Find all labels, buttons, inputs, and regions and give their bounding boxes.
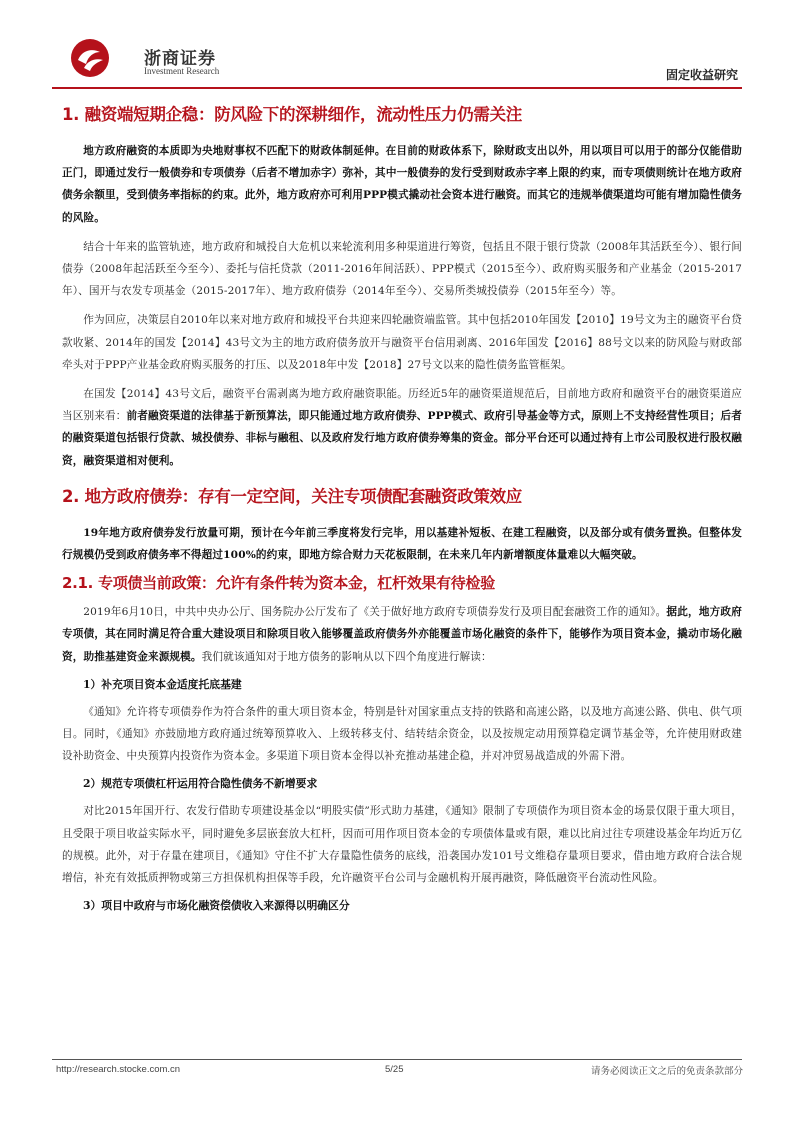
subheading-3: 3）项目中政府与市场化融资偿债收入来源得以明确区分 <box>83 899 350 913</box>
section-1-paragraph <box>62 383 742 472</box>
footer-url-link[interactable]: http://research.stocke.com.cn <box>56 1064 181 1075</box>
section-1-lead: 地方政府融资的本质即为央地财事权不匹配下的财政体制延伸。在目前的财政体系下，除财政支出以外，用以项目可以用于的部分仅能借助正门，即通过发行一般债券和专项债券（后者不增加赤字）弥补，其中一般债券的发行受到财政赤字率上限的约束，而专项债则统计在地方政府债务余额里，受到债务率指标的约束。此外，地方政府亦可利用PPP模式撬动社会资本进行融资。而其它的违规举债渠道均可能有增加隐性债务的风险。 <box>62 145 742 224</box>
section-1-paragraph: 作为回应，决策层自2010年以来对地方政府和城投平台共迎来四轮融资端监管。其中包括2010年国发【2010】19号文为主的融资平台贷款收紧、2014年的国发【2014】43号文为主的地方政府债务放开与融资平台信用剥离、2016年国发【2016】88号文以来的防风险与财政部牵头对于PPP产业基金政府购买服务的打压、以及2018年中发【2018】27号文以来的隐性债务监管框架。 <box>62 314 742 371</box>
subheading-2: 2）规范专项债杠杆运用符合隐性债务不新增要求 <box>83 777 318 791</box>
section-1-paragraph: 结合十年来的监管轨迹，地方政府和城投自大危机以来轮流利用多种渠道进行筹资，包括且不限于银行贷款（2008年其活跃至今）、银行间债券（2008年起活跃至今至今）、委托与信托贷款（2011-2016年间活跃）、PPP模式（2015至今）、政府购买服务和产业基金（2015-2017年）、国开与农发专项基金（2015-2017年）、地方政府债券（2014年至今）、交易所类城投债券（2015年至今）等。 <box>62 240 742 298</box>
brand-logo-icon <box>70 38 110 78</box>
footer-divider <box>52 1059 742 1060</box>
section-2-1-paragraph <box>62 601 742 668</box>
paragraph-text: 在国发【2014】43号文后，融资平台需剥离为地方政府融资职能。历经近5年的融资渠道规范后，目前地方政府和融资平台的融资渠道应当区别来看： <box>62 388 742 423</box>
section-2-title: 2. 地方政府债券：存有一定空间，关注专项债配套融资政策效应 <box>62 486 522 506</box>
paragraph-text: 我们就该通知对于地方债务的影响从以下四个角度进行解读： <box>201 650 492 663</box>
section-2-1-title: 2.1. 专项债当前政策：允许有条件转为资本金，杠杆效果有待检验 <box>62 574 495 593</box>
paragraph-emphasis: 前者融资渠道的法律基于新预算法，即只能通过地方政府债券、PPP模式、政府引导基金等方式，原则上不支持经营性项目；后者的融资渠道包括银行贷款、城投债券、非标与融租、以及政府发行地方政府债券筹集的资金。部分平台还可以通过持有上市公司股权进行股权融资，融资渠道相对便利。 <box>62 410 743 467</box>
subheading-1: 1）补充项目资本金适度托底基建 <box>83 677 242 691</box>
subsection-2-paragraph: 对比2015年国开行、农发行借助专项建设基金以“明股实债”形式助力基建，《通知》限制了专项债作为项目资本金的场景仅限于重大项目，且受限于项目收益实际水平，同时避免多层嵌套放大杠杆，因而可用作项目资本金的专项债体量或有限，难以比肩过往专项建设基金年均近万亿的规模。此外，对于存量在建项目，《通知》守住不扩大存量隐性债务的底线，沿袭国办发101号文维稳存量项目要求，借由地方政府合法合规增信，补充有效抵质押物或第三方担保机构担保等手段，允许融资平台公司与金融机构开展再融资，降低融资平台流动性风险。 <box>62 805 742 885</box>
brand-tagline: Investment Research <box>144 66 220 76</box>
footer-disclaimer: 请务必阅读正文之后的免责条款部分 <box>590 1066 743 1077</box>
subsection-1-paragraph: 《通知》允许将专项债券作为符合条件的重大项目资本金，特别是针对国家重点支持的铁路和高速公路，以及地方高速公路、供电、供气项目。同时，《通知》亦鼓励地方政府通过统筹预算收入、上级转移支付、结转结余资金，以及按规定动用预算稳定调节基金等，允许使用财政建设补助资金、中央预算内投资作为资本金。多渠道下项目资本金得以补充推动基建企稳，并对冲贸易战造成的外需下滑。 <box>62 705 742 763</box>
section-1-title: 1. 融资端短期企稳：防风险下的深耕细作，流动性压力仍需关注 <box>62 105 522 124</box>
header-divider <box>52 87 742 89</box>
section-2-lead: 19年地方政府债券发行放量可期，预计在今年前三季度将发行完毕，用以基建补短板、在建工程融资，以及部分或有债务置换。但整体发行规模仍受到政府债务率不得超过100%的约束，即地方综合财力天花板限制，在未来几年内新增额度体量难以大幅突破。 <box>62 526 742 562</box>
page-number: 5/25 <box>385 1064 404 1075</box>
main-content <box>62 98 742 922</box>
page-header <box>48 30 748 88</box>
report-category: 固定收益研究 <box>665 68 738 82</box>
paragraph-emphasis: 据此，地方政府专项债，其在同时满足符合重大建设项目和除项目收入能够覆盖政府债务外亦能覆盖市场化融资的条件下，能够作为项目资本金，撬动市场化融资，助推基建资金来源规模。 <box>62 606 742 663</box>
paragraph-text: 2019年6月10日，中共中央办公厅、国务院办公厅发布了《关于做好地方政府专项债券发行及项目配套融资工作的通知》。 <box>83 606 667 619</box>
brand-name: 浙商证券 <box>144 49 216 69</box>
